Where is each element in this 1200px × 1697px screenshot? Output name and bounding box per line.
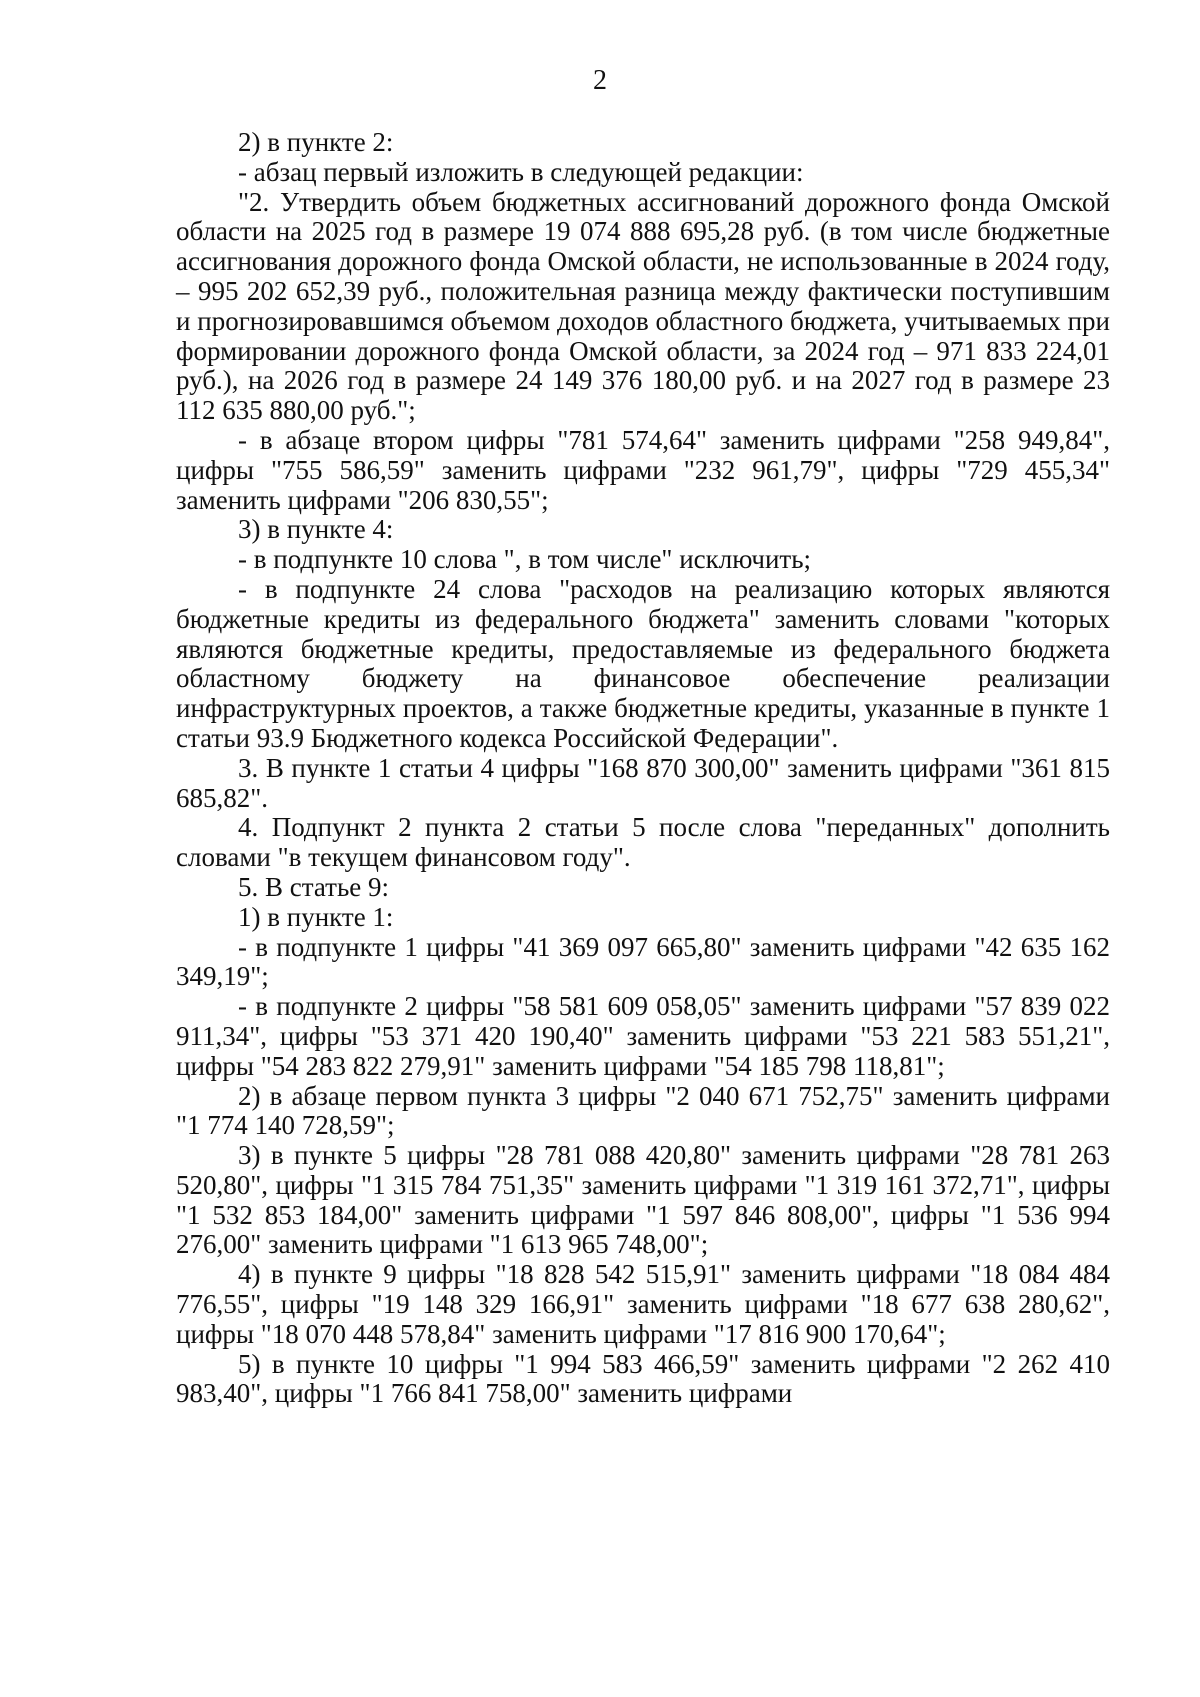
paragraph-subpoint-2: - в подпункте 2 цифры "58 581 609 058,05" заменить цифрами "57 839 022 911,34", цифры "53 371 420 190,40" заменить цифрами "53 221 583 551,21", цифры "54 283 822 279,91" заменить цифрами "54 185 798 118,81"; bbox=[176, 991, 1110, 1081]
paragraph-point-10: 5) в пункте 10 цифры "1 994 583 466,59" заменить цифрами "2 262 410 983,40", цифры "1 766 841 758,00" заменить цифрами bbox=[176, 1348, 1110, 1409]
paragraph-point-2-header: 2) в пункте 2: bbox=[238, 127, 394, 157]
paragraph-subpoint-24: - в подпункте 24 слова "расходов на реализацию которых являются бюджетные кредиты из федерального бюджета" заменить словами "которых являются бюджетные кредиты, предоставляемые из федерального бюджета областному бюджету на финансовое обеспечение реализации инфраструктурных проектов, а также бюджетные кредиты, указанные в пункте 1 статьи 93.9 Бюджетного кодекса Российской Федерации". bbox=[176, 573, 1110, 753]
paragraph-article-5: 4. Подпункт 2 пункта 2 статьи 5 после слова "переданных" дополнить словами "в текущем финансовом году". bbox=[176, 812, 1110, 873]
paragraph-road-fund-text: "2. Утвердить объем бюджетных ассигнований дорожного фонда Омской области на 2025 год в размере 19 074 888 695,28 руб. (в том числе бюджетные ассигнования дорожного фонда Омской области, не использованные в 2024 году, – 995 202 652,39 руб., положительная разница между фактически поступившим и прогнозировавшимся объемом доходов областного бюджета, учитываемых при формировании дорожного фонда Омской области, за 2024 год – 971 833 224,01 руб.), на 2026 год в размере 24 149 376 180,00 руб. и на 2027 год в размере 23 112 635 880,00 руб."; bbox=[176, 186, 1110, 426]
paragraph-article-9-header: 5. В статье 9: bbox=[238, 871, 390, 902]
paragraph-subpoint-10: - в подпункте 10 слова ", в том числе" исключить; bbox=[238, 544, 812, 575]
paragraph-point-5: 3) в пункте 5 цифры "28 781 088 420,80" заменить цифрами "28 781 263 520,80", цифры "1 315 784 751,35" заменить цифрами "1 319 161 372,71", цифры "1 532 853 184,00" заменить цифрами "1 597 846 808,00", цифры "1 536 994 276,00" заменить цифрами "1 613 965 748,00"; bbox=[176, 1140, 1110, 1260]
paragraph-subpoint-1: - в подпункте 1 цифры "41 369 097 665,80" заменить цифрами "42 635 162 349,19"; bbox=[176, 931, 1110, 992]
paragraph-point-1-header: 1) в пункте 1: bbox=[238, 901, 394, 932]
paragraph-point-3: 2) в абзаце первом пункта 3 цифры "2 040 671 752,75" заменить цифрами "1 774 140 728,59"; bbox=[176, 1080, 1110, 1141]
paragraph-first-abzac-instruction: - абзац первый изложить в следующей редакции: bbox=[238, 156, 804, 187]
paragraph-point-9: 4) в пункте 9 цифры "18 828 542 515,91" заменить цифрами "18 084 484 776,55", цифры "19 148 329 166,91" заменить цифрами "18 677 638 280,62", цифры "18 070 448 578,84" заменить цифрами "17 816 900 170,64"; bbox=[176, 1259, 1110, 1349]
paragraph-second-abzac-figures: - в абзаце втором цифры "781 574,64" заменить цифрами "258 949,84", цифры "755 586,59" заменить цифрами "232 961,79", цифры "729 455,34" заменить цифрами "206 830,55"; bbox=[176, 424, 1110, 515]
paragraph-article-4: 3. В пункте 1 статьи 4 цифры "168 870 300,00" заменить цифрами "361 815 685,82". bbox=[176, 752, 1110, 813]
page-number: 2 bbox=[593, 65, 607, 96]
paragraph-point-4-header: 3) в пункте 4: bbox=[238, 514, 394, 545]
